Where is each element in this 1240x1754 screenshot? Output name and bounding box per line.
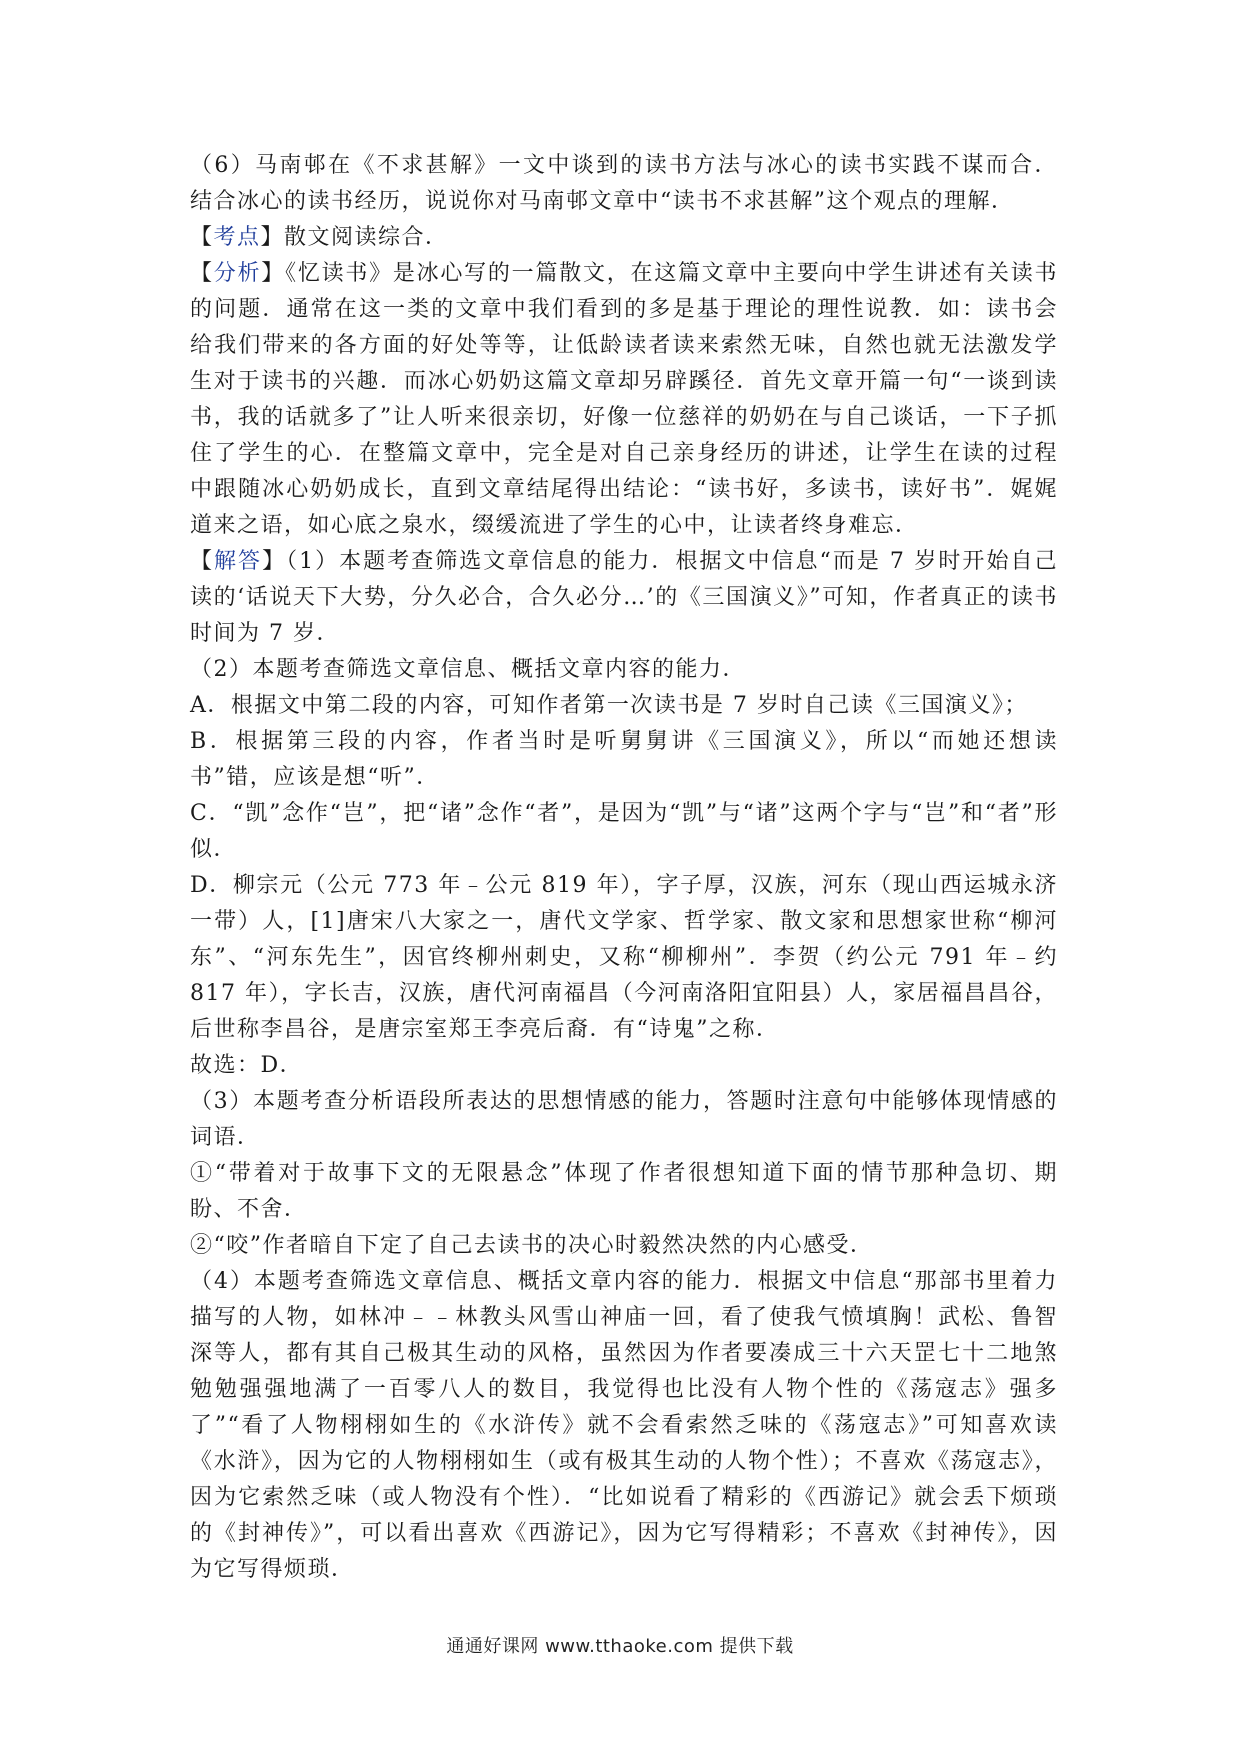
kaodian-bracket-open: 【	[190, 225, 214, 250]
kaodian-section	[190, 220, 1058, 256]
jieda-section	[190, 544, 1058, 652]
answer-2-option-c: C．“凯”念作“岂”，把“诸”念作“者”，是因为“凯”与“诸”这两个字与“岂”和“者”形似．	[190, 801, 1058, 862]
answer-3-point-2: ②“咬”作者暗自下定了自己去读书的决心时毅然决然的内心感受．	[190, 1233, 874, 1258]
answer-2-option-d: D．柳宗元（公元 773 年﹣公元 819 年），字子厚，汉族，河东（现山西运城永济一带）人，[1]唐宋八大家之一，唐代文学家、哲学家、散文家和思想家世称“柳河东”、“河东先生”，因官终柳州刺史，又称“柳柳州”．李贺（约公元 791 年﹣约 817 年），字长吉，汉族，唐代河南福昌（今河南洛阳宜阳县）人，家居福昌昌谷，后世称李昌谷，是唐宗室郑王李亮后裔．有“诗鬼”之称．	[190, 873, 1058, 1042]
jieda-bracket-open: 【	[190, 549, 215, 574]
fenxi-bracket-close: 】	[261, 261, 286, 286]
jieda-label: 解答	[214, 549, 263, 574]
answer-3-point-1: ①“带着对于故事下文的无限悬念”体现了作者很想知道下面的情节那种急切、期盼、不舍．	[190, 1161, 1058, 1222]
answer-2-option-b: B．根据第三段的内容，作者当时是听舅舅讲《三国演义》，所以“而她还想读书”错，应该是想“听”．	[190, 729, 1058, 790]
page-footer: 通通好课网 www.tthaoke.com 提供下载	[446, 1636, 794, 1657]
answer-3-intro: （3）本题考查分析语段所表达的思想情感的能力，答题时注意句中能够体现情感的词语．	[190, 1089, 1058, 1150]
fenxi-text: 《忆读书》是冰心写的一篇散文，在这篇文章中主要向中学生讲述有关读书的问题．通常在这一类的文章中我们看到的多是基于理论的理性说教．如：读书会给我们带来的各方面的好处等等，让低龄读者读来索然无味，自然也就无法激发学生对于读书的兴趣．而冰心奶奶这篇文章却另辟蹊径．首先文章开篇一句“一谈到读书，我的话就多了”让人听来很亲切，好像一位慈祥的奶奶在与自己谈话，一下子抓住了学生的心．在整篇文章中，完全是对自己亲身经历的讲述，让学生在读的过程中跟随冰心奶奶成长，直到文章结尾得出结论：“读书好，多读书，读好书”．娓娓道来之语，如心底之泉水，缀缓流进了学生的心中，让读者终身难忘．	[190, 261, 1058, 538]
jieda-bracket-close: 】	[262, 549, 287, 574]
fenxi-section	[190, 256, 1058, 544]
fenxi-label: 分析	[213, 261, 262, 286]
answer-2-intro: （2）本题考查筛选文章信息、概括文章内容的能力．	[190, 657, 746, 682]
question-6: （6）马南邨在《不求甚解》一文中谈到的读书方法与冰心的读书实践不谋而合． 结合冰心的读书经历，说说你对马南邨文章中“读书不求甚解”这个观点的理解．	[190, 153, 1058, 214]
kaodian-label: 考点	[213, 225, 261, 250]
document-body	[190, 148, 1058, 1588]
answer-2-option-a: A．根据文中第二段的内容，可知作者第一次读书是 7 岁时自己读《三国演义》；	[190, 693, 1028, 718]
answer-2-choice: 故选：D．	[190, 1053, 304, 1078]
answer-4: （4）本题考查筛选文章信息、概括文章内容的能力．根据文中信息“那部书里着力描写的人物，如林冲﹣﹣林教头风雪山神庙一回，看了使我气愤填胸！武松、鲁智深等人，都有其自己极其生动的风格，虽然因为作者要凑成三十六天罡七十二地煞勉勉强强地满了一百零八人的数目，我觉得也比没有人物个性的《荡寇志》强多了”“看了人物栩栩如生的《水浒传》就不会看索然乏味的《荡寇志》”可知喜欢读《水浒》，因为它的人物栩栩如生（或有极其生动的人物个性）；不喜欢《荡寇志》，因为它索然乏味（或人物没有个性）．“比如说看了精彩的《西游记》就会丢下烦琐的《封神传》”，可以看出喜欢《西游记》，因为它写得精彩；不喜欢《封神传》，因为它写得烦琐．	[190, 1269, 1058, 1582]
fenxi-bracket-open: 【	[190, 261, 214, 286]
kaodian-text: 散文阅读综合．	[284, 225, 449, 250]
kaodian-bracket-close: 】	[260, 225, 285, 250]
jieda-text: （1）本题考查筛选文章信息的能力．根据文中信息“而是 7 岁时开始自己读的‘话说天下大势，分久必合，合久必分…’的《三国演义》”可知，作者真正的读书时间为 7 岁．	[190, 549, 1058, 646]
